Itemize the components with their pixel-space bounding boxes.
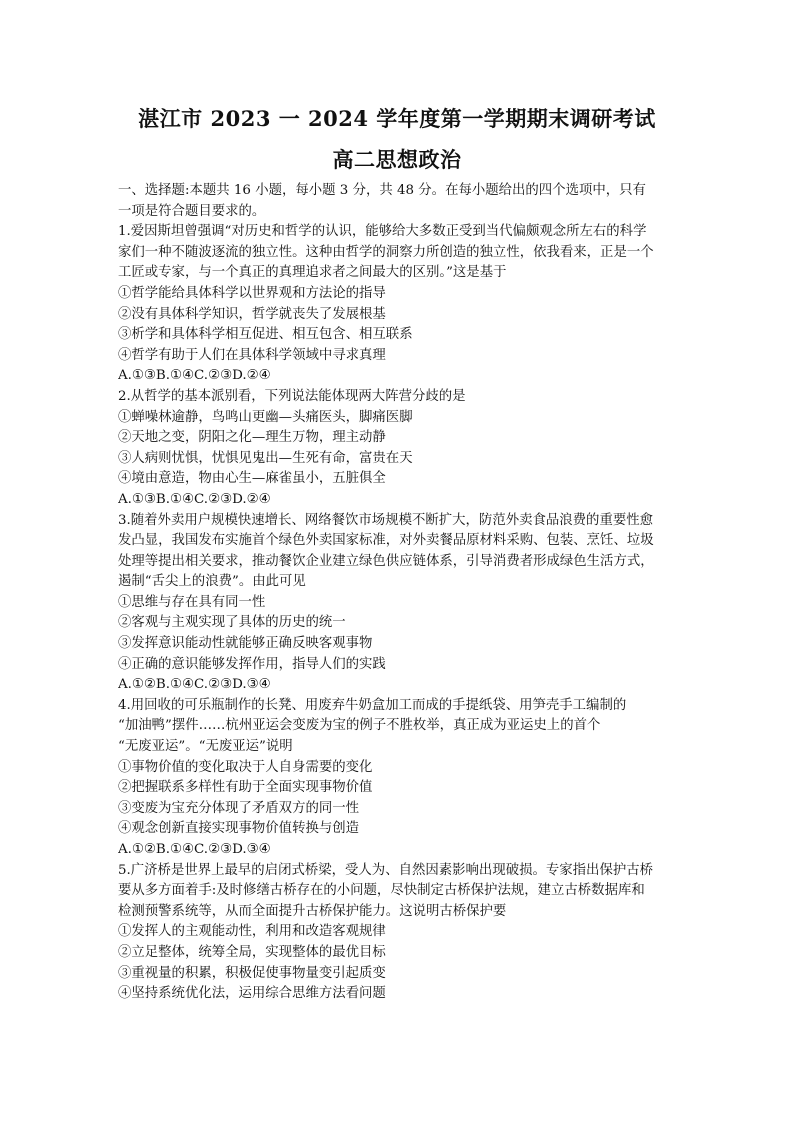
question-5 bbox=[118, 861, 676, 1005]
option-2: ②没有具体科学知识，哲学就丧失了发展根基 bbox=[118, 306, 386, 322]
option-4: ④哲学有助于人们在具体科学领域中寻求真理 bbox=[118, 347, 386, 363]
instruction-line: 一、选择题:本题共 16 小题，每小题 3 分，共 48 分。在每小题给出的四个选项中，只有 bbox=[118, 183, 646, 198]
option-3: ③人病则忧惧，忧惧见鬼出—生死有命，富贵在天 bbox=[118, 450, 413, 466]
exam-content bbox=[118, 181, 676, 1005]
question-4 bbox=[118, 696, 676, 861]
option-3: ③重视量的积累，积极促使事物量变引起质变 bbox=[118, 965, 386, 981]
answer-choices: A.①③B.①④C.②③D.②④ bbox=[118, 491, 271, 507]
question-stem-line: “加油鸭”摆件……杭州亚运会变废为宝的例子不胜枚举，真正成为亚运史上的首个 bbox=[118, 718, 601, 734]
answer-choices: A.①③B.①④C.②③D.②④ bbox=[118, 368, 271, 384]
question-stem-line: 3.随着外卖用户规模快速增长、网络餐饮市场规模不断扩大，防范外卖食品浪费的重要性愈 bbox=[118, 512, 654, 528]
answer-choices: A.①②B.①④C.②③D.③④ bbox=[118, 842, 271, 857]
exam-subject: 高二思想政治 bbox=[332, 147, 462, 172]
question-stem-line: 要从多方面着手:及时修缮古桥存在的小问题，尽快制定古桥保护法规，建立古桥数据库和 bbox=[118, 883, 645, 899]
option-3: ③发挥意识能动性就能够正确反映客观事物 bbox=[118, 636, 373, 652]
instruction-line: 一项是符合题目要求的。 bbox=[118, 203, 266, 219]
section-instructions bbox=[118, 181, 676, 222]
exam-title: 湛江市 2023 一 2024 学年度第一学期期末调研考试 bbox=[138, 106, 656, 131]
option-4: ④观念创新直接实现事物价值转换与创造 bbox=[118, 821, 360, 837]
question-3 bbox=[118, 511, 676, 696]
question-stem-line: 处理等提出相关要求，推动餐饮企业建立绿色供应链体系，引导消费者形成绿色生活方式， bbox=[118, 553, 654, 569]
option-2: ②天地之变，阴阳之化—理生万物，理主动静 bbox=[118, 430, 386, 446]
question-stem-line: 2.从哲学的基本派别看，下列说法能体现两大阵营分歧的是 bbox=[118, 388, 466, 404]
option-1: ①思维与存在具有同一性 bbox=[118, 594, 266, 610]
question-stem-line: 1.爱因斯坦曾强调“对历史和哲学的认识，能够给大多数正受到当代偏颇观念所左右的科学 bbox=[118, 224, 647, 240]
question-stem-line: 检测预警系统等，从而全面提升古桥保护能力。这说明古桥保护要 bbox=[118, 903, 507, 919]
option-2: ②把握联系多样性有助于全面实现事物价值 bbox=[118, 780, 373, 796]
question-stem-line: 家们一种不随波逐流的独立性。这种由哲学的洞察力所创造的独立性，依我看来，正是一个 bbox=[118, 244, 654, 260]
answer-choices: A.①②B.①④C.②③D.③④ bbox=[118, 677, 271, 693]
option-1: ①蝉噪林逾静，鸟鸣山更幽—头痛医头，脚痛医脚 bbox=[118, 409, 413, 425]
option-2: ②立足整体，统筹全局，实现整体的最优目标 bbox=[118, 944, 386, 960]
option-3: ③变废为宝充分体现了矛盾双方的同一性 bbox=[118, 800, 360, 816]
question-stem-line: “无废亚运”。“无废亚运”说明 bbox=[118, 739, 293, 755]
question-stem-line: 工匠或专家，与一个真正的真理追求者之间最大的区别。”这是基于 bbox=[118, 265, 507, 281]
question-stem-line: 5.广济桥是世界上最早的启闭式桥梁，受人为、自然因素影响出现破损。专家指出保护古桥 bbox=[118, 862, 654, 878]
option-4: ④境由意造，物由心生—麻雀虽小，五脏俱全 bbox=[118, 471, 386, 487]
option-1: ①哲学能给具体科学以世界观和方法论的指导 bbox=[118, 285, 386, 301]
option-1: ①事物价值的变化取决于人自身需要的变化 bbox=[118, 759, 373, 775]
question-stem-line: 发凸显，我国发布实施首个绿色外卖国家标准，对外卖餐品原材料采购、包装、烹饪、垃圾 bbox=[118, 533, 654, 549]
option-4: ④正确的意识能够发挥作用，指导人们的实践 bbox=[118, 656, 386, 672]
question-stem-line: 4.用回收的可乐瓶制作的长凳、用废弃牛奶盒加工而成的手提纸袋、用笋壳手工编制的 bbox=[118, 697, 627, 713]
question-1 bbox=[118, 222, 676, 387]
option-3: ③析学和具体科学相互促进、相互包含、相互联系 bbox=[118, 327, 413, 343]
option-1: ①发挥人的主观能动性，利用和改造客观规律 bbox=[118, 924, 386, 940]
option-2: ②客观与主观实现了具体的历史的统一 bbox=[118, 615, 346, 631]
option-4: ④坚持系统优化法，运用综合思维方法看问题 bbox=[118, 986, 386, 1002]
question-2 bbox=[118, 387, 676, 511]
question-stem-line: 遏制“舌尖上的浪费”。由此可见 bbox=[118, 574, 306, 590]
